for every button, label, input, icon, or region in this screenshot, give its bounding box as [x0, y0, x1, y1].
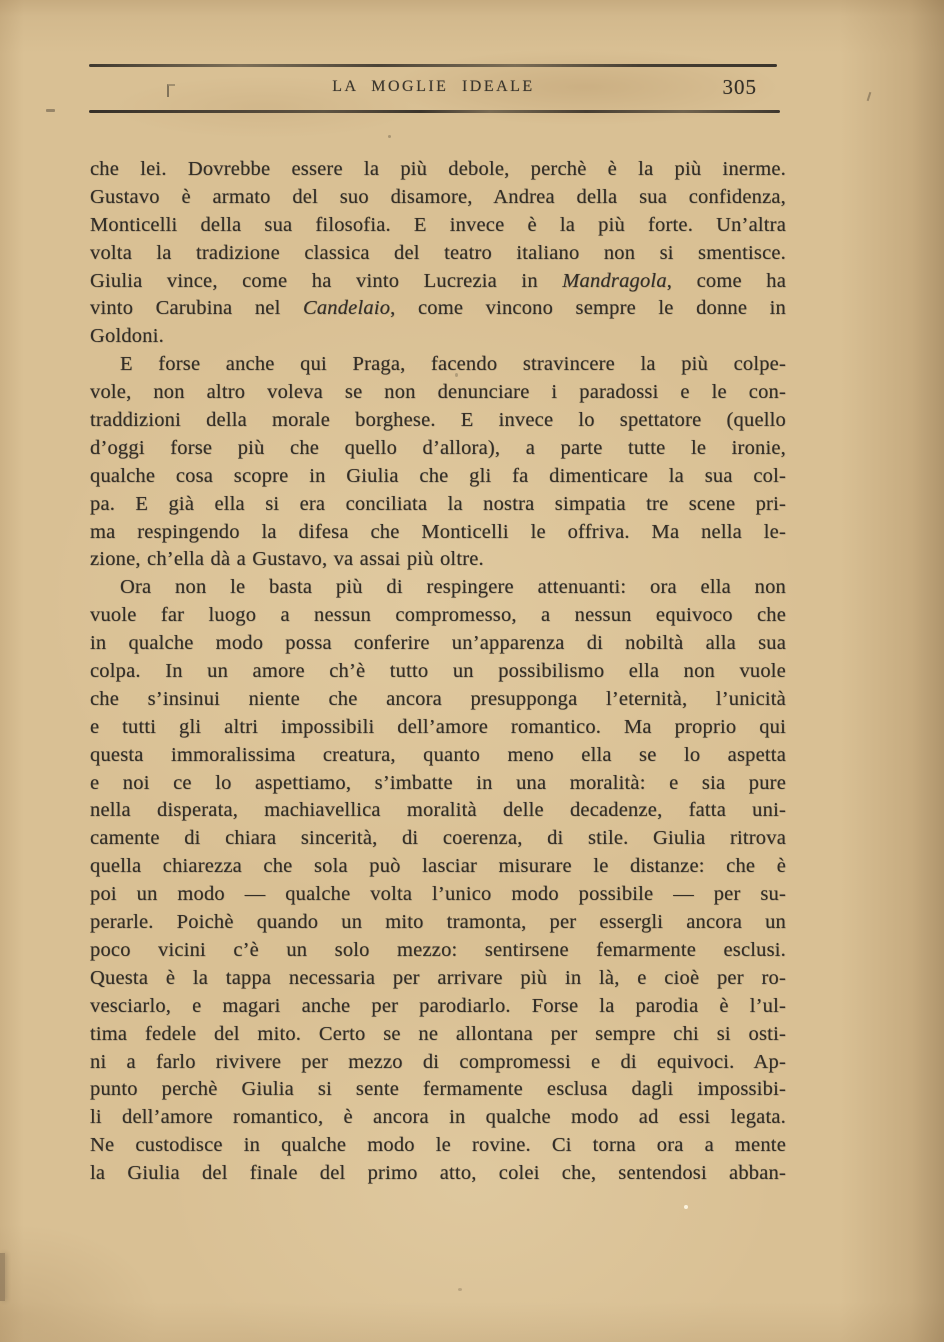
text-run: poi un modo — qualche volta l’unico modo possibile — per su-: [90, 883, 786, 906]
text-line: [90, 602, 786, 630]
text-line: [90, 156, 786, 184]
text-line: [90, 658, 786, 686]
text-run: la Giulia del finale del primo atto, colei che, sentendosi abban-: [90, 1162, 786, 1185]
text-run: traddizioni della morale borghese. E invece lo spettatore (quello: [90, 409, 786, 432]
scan-artifact: [867, 92, 872, 101]
text-line: [90, 1160, 786, 1188]
text-run: E forse anche qui Praga, facendo stravincere la più colpe-: [120, 353, 786, 376]
text-line: [90, 881, 786, 909]
running-title: LA MOGLIE IDEALE: [332, 78, 535, 95]
text-line: [90, 240, 786, 268]
text-run-italic: Candelaio: [302, 297, 391, 320]
text-run: colpa. In un amore ch’è tutto un possibilismo ella non vuole: [90, 660, 786, 683]
text-line: [90, 574, 786, 602]
text-run: tima fedele del mito. Certo se ne allontana per sempre chi si osti-: [90, 1022, 786, 1045]
page-header: [89, 75, 778, 102]
text-run-italic: Mandragola: [562, 269, 667, 292]
text-run: punto perchè Giulia si sente fermamente esclusa dagli impossibi-: [90, 1078, 786, 1101]
text-run: Ora non le basta più di respingere attenuanti: ora ella non: [120, 576, 786, 599]
text-line: [90, 1132, 786, 1160]
text-run: ni a farlo rivivere per mezzo di compromessi e di equivoci. Ap-: [90, 1050, 786, 1073]
text-run: Monticelli della sua filosofia. E invece è la più forte. Un’altra: [90, 213, 786, 236]
text-run: ma respingendo la difesa che Monticelli le offriva. Ma nella le-: [90, 520, 786, 543]
text-line: [90, 937, 786, 965]
text-line: [90, 909, 786, 937]
text-run: Gustavo è armato del suo disamore, Andrea della sua confidenza,: [90, 185, 786, 208]
text-line: [90, 630, 786, 658]
text-run: camente di chiara sincerità, di coerenza, di stile. Giulia ritrova: [90, 827, 786, 850]
text-run: quella chiarezza che sola può lasciar misurare le distanze: che è: [90, 855, 786, 878]
text-line: [90, 351, 786, 379]
text-line: [90, 323, 786, 351]
text-run: Questa è la tappa necessaria per arrivare più in là, e cioè per ro-: [90, 966, 786, 989]
text-run: nella disperata, machiavellica moralità delle decadenze, fatta uni-: [90, 799, 786, 822]
text-line: [90, 825, 786, 853]
text-run: , come vincono sempre le donne in: [390, 297, 786, 320]
text-line: [90, 770, 786, 798]
text-run: vole, non altro voleva se non denunciare i paradossi e le con-: [90, 381, 786, 404]
text-run: pa. E già ella si era conciliata la nostra simpatia tre scene pri-: [90, 492, 786, 515]
text-line: [90, 1021, 786, 1049]
text-run: Ne custodisce in qualche modo le rovine. Ci torna ora a mente: [90, 1134, 786, 1157]
text-line: [90, 268, 786, 296]
text-line: [90, 1049, 786, 1077]
text-run: che s’insinui niente che ancora presupponga l’eternità, l’unicità: [90, 687, 786, 710]
scan-artifact: [388, 135, 391, 138]
text-line: [90, 1076, 786, 1104]
text-line: [90, 519, 786, 547]
scan-artifact: [684, 1205, 688, 1209]
text-run: perarle. Poichè quando un mito tramonta, per essergli ancora un: [90, 911, 786, 934]
text-line: [90, 1104, 786, 1132]
text-run: e tutti gli altri impossibili dell’amore romantico. Ma proprio qui: [90, 715, 786, 738]
page-number: 305: [722, 75, 757, 99]
text-line: [90, 797, 786, 825]
text-line: [90, 407, 786, 435]
text-run: questa immoralissima creatura, quanto meno ella se lo aspetta: [90, 743, 786, 766]
header-rule-top: [89, 64, 777, 67]
text-run: vesciarlo, e magari anche per parodiarlo. Forse la parodia è l’ul-: [90, 994, 786, 1017]
text-line: [90, 212, 786, 240]
text-line: [90, 853, 786, 881]
text-line: [90, 686, 786, 714]
text-run: Goldoni.: [90, 325, 164, 348]
text-run: vinto Carubina nel: [90, 297, 303, 320]
header-rule-bottom: [89, 110, 780, 113]
text-run: vuole far luogo a nessun compromesso, a nessun equivoco che: [90, 604, 786, 627]
text-run: che lei. Dovrebbe essere la più debole, perchè è la più inerme.: [90, 158, 786, 180]
scan-artifact: [46, 109, 55, 112]
text-run: , come ha: [666, 269, 786, 292]
text-run: qualche cosa scopre in Giulia che gli fa dimenticare la sua col-: [90, 464, 786, 487]
scan-artifact: [458, 1288, 462, 1291]
scan-artifact: [0, 1253, 5, 1301]
text-run: li dell’amore romantico, è ancora in qualche modo ad essi legata.: [90, 1106, 786, 1129]
text-line: [90, 295, 786, 323]
text-run: poco vicini c’è un solo mezzo: sentirsene femarmente esclusi.: [90, 938, 786, 961]
text-line: [90, 379, 786, 407]
text-run: volta la tradizione classica del teatro italiano non si smentisce.: [90, 241, 786, 264]
text-line: [90, 965, 786, 993]
text-line: [90, 491, 786, 519]
text-run: e noi ce lo aspettiamo, s’imbatte in una moralità: e sia pure: [90, 771, 786, 794]
text-line: [90, 184, 786, 212]
text-run: Giulia vince, come ha vinto Lucrezia in: [90, 269, 563, 292]
text-run: zione, ch’ella dà a Gustavo, va assai più oltre.: [90, 548, 484, 571]
text-line: [90, 742, 786, 770]
text-run: in qualche modo possa conferire un’apparenza di nobiltà alla sua: [90, 632, 786, 655]
text-line: [90, 714, 786, 742]
text-line: [90, 435, 786, 463]
text-line: [90, 993, 786, 1021]
text-line: [90, 546, 786, 574]
text-line: [90, 463, 786, 491]
text-run: d’oggi forse più che quello d’allora), a parte tutte le ironie,: [90, 436, 786, 459]
body-text: [90, 156, 786, 1201]
